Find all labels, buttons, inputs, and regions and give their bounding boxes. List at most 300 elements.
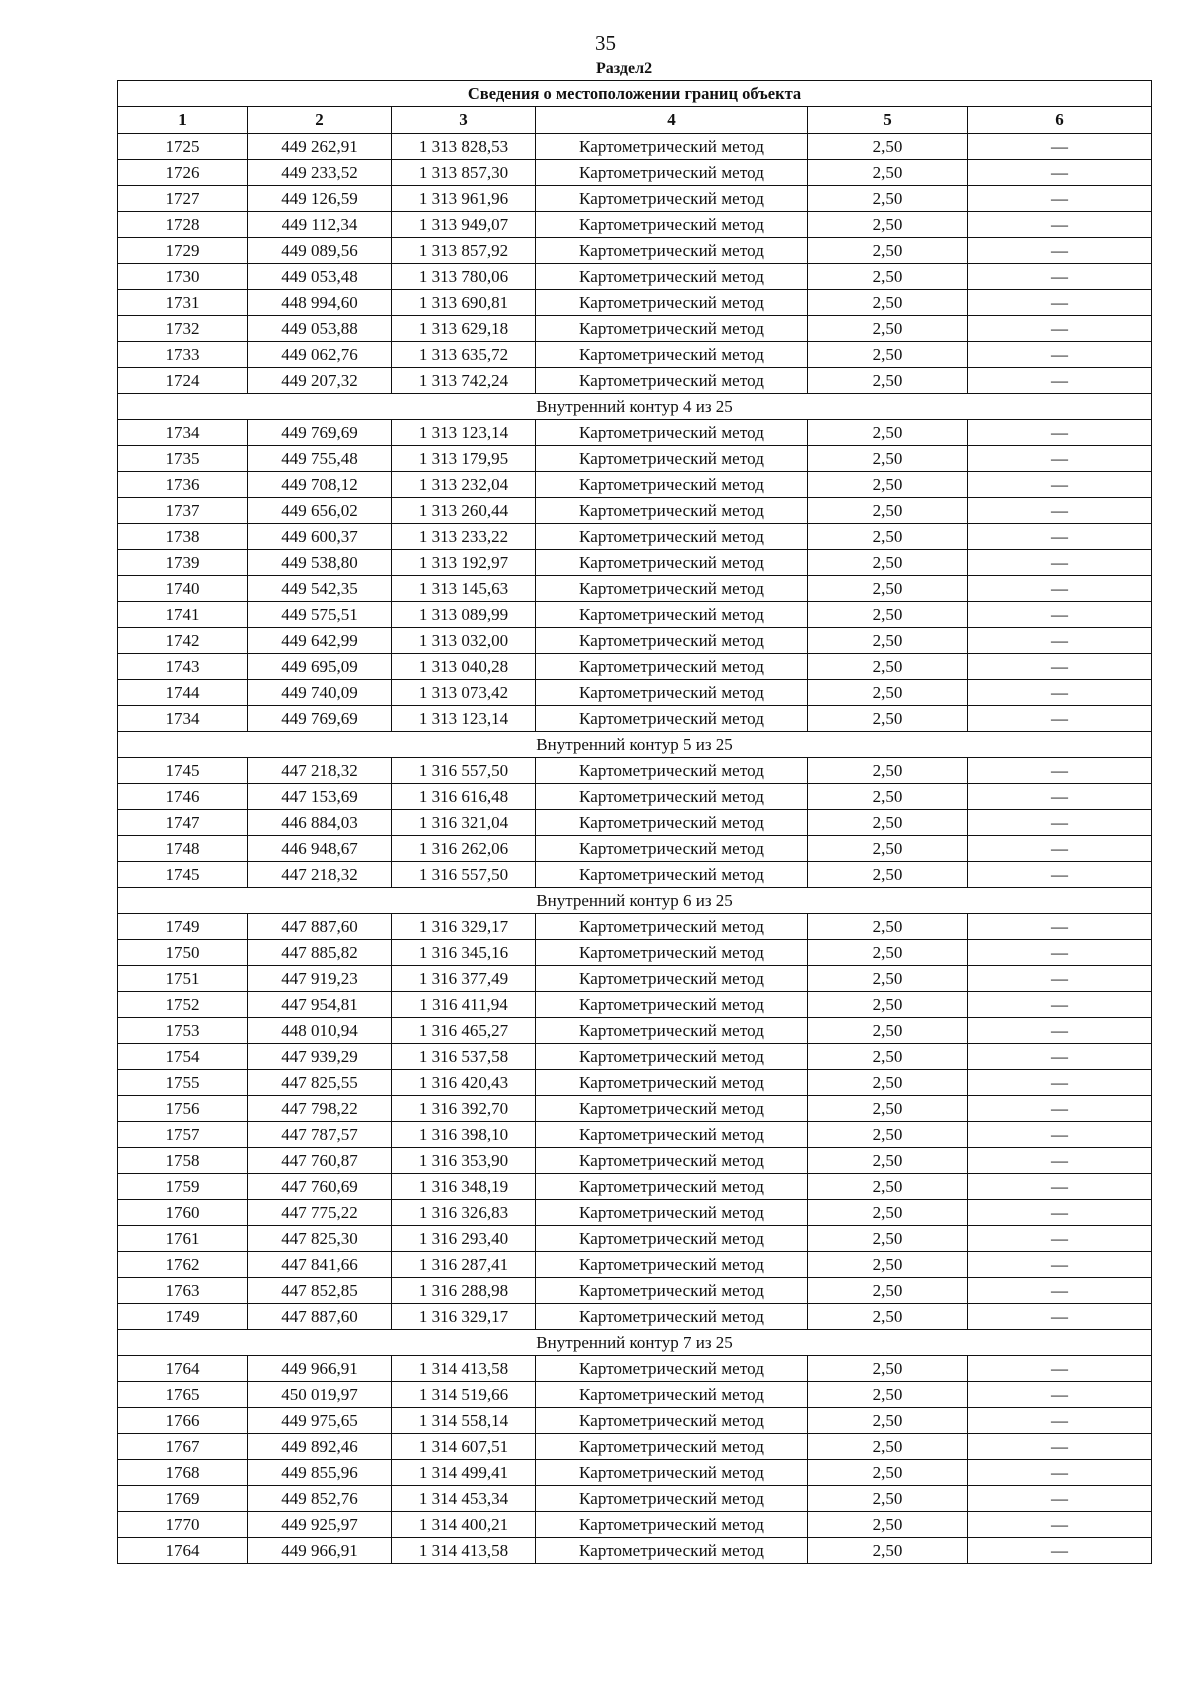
method-cell: Картометрический метод: [536, 992, 808, 1018]
point-number-cell: 1725: [118, 134, 248, 160]
point-number-cell: 1743: [118, 654, 248, 680]
page-number: 35: [595, 31, 616, 55]
table-row: [118, 602, 1152, 628]
y-coordinate-cell: 1 314 413,58: [392, 1356, 536, 1382]
point-number-cell: 1730: [118, 264, 248, 290]
table-row: [118, 1122, 1152, 1148]
method-cell: Картометрический метод: [536, 654, 808, 680]
description-cell: —: [968, 810, 1152, 836]
accuracy-cell: 2,50: [808, 1486, 968, 1512]
y-coordinate-cell: 1 316 377,49: [392, 966, 536, 992]
description-cell: —: [968, 498, 1152, 524]
x-coordinate-cell: 449 708,12: [248, 472, 392, 498]
accuracy-cell: 2,50: [808, 420, 968, 446]
point-number-cell: 1739: [118, 550, 248, 576]
column-header-6: 6: [968, 107, 1152, 134]
y-coordinate-cell: 1 313 635,72: [392, 342, 536, 368]
description-cell: —: [968, 1070, 1152, 1096]
method-cell: Картометрический метод: [536, 576, 808, 602]
accuracy-cell: 2,50: [808, 160, 968, 186]
y-coordinate-cell: 1 316 392,70: [392, 1096, 536, 1122]
method-cell: Картометрический метод: [536, 602, 808, 628]
accuracy-cell: 2,50: [808, 264, 968, 290]
table-row: [118, 1070, 1152, 1096]
x-coordinate-cell: 446 884,03: [248, 810, 392, 836]
x-coordinate-cell: 449 656,02: [248, 498, 392, 524]
column-header-4: 4: [536, 107, 808, 134]
accuracy-cell: 2,50: [808, 914, 968, 940]
description-cell: —: [968, 862, 1152, 888]
method-cell: Картометрический метод: [536, 1538, 808, 1564]
method-cell: Картометрический метод: [536, 550, 808, 576]
y-coordinate-cell: 1 313 179,95: [392, 446, 536, 472]
y-coordinate-cell: 1 314 607,51: [392, 1434, 536, 1460]
point-number-cell: 1767: [118, 1434, 248, 1460]
description-cell: —: [968, 1174, 1152, 1200]
x-coordinate-cell: 449 755,48: [248, 446, 392, 472]
section-title: Раздел2: [596, 60, 653, 77]
y-coordinate-cell: 1 313 123,14: [392, 420, 536, 446]
x-coordinate-cell: 449 089,56: [248, 238, 392, 264]
x-coordinate-cell: 449 769,69: [248, 420, 392, 446]
table-row: [118, 836, 1152, 862]
x-coordinate-cell: 447 852,85: [248, 1278, 392, 1304]
accuracy-cell: 2,50: [808, 1304, 968, 1330]
description-cell: —: [968, 186, 1152, 212]
accuracy-cell: 2,50: [808, 654, 968, 680]
y-coordinate-cell: 1 314 400,21: [392, 1512, 536, 1538]
point-number-cell: 1726: [118, 160, 248, 186]
method-cell: Картометрический метод: [536, 264, 808, 290]
point-number-cell: 1748: [118, 836, 248, 862]
table-row: [118, 914, 1152, 940]
y-coordinate-cell: 1 313 857,92: [392, 238, 536, 264]
description-cell: —: [968, 1018, 1152, 1044]
y-coordinate-cell: 1 316 557,50: [392, 862, 536, 888]
y-coordinate-cell: 1 316 411,94: [392, 992, 536, 1018]
table-row: [118, 1304, 1152, 1330]
table-row: [118, 186, 1152, 212]
method-cell: Картометрический метод: [536, 1148, 808, 1174]
method-cell: Картометрический метод: [536, 186, 808, 212]
y-coordinate-cell: 1 316 287,41: [392, 1252, 536, 1278]
x-coordinate-cell: 449 053,88: [248, 316, 392, 342]
y-coordinate-cell: 1 316 557,50: [392, 758, 536, 784]
y-coordinate-cell: 1 313 089,99: [392, 602, 536, 628]
x-coordinate-cell: 449 538,80: [248, 550, 392, 576]
x-coordinate-cell: 450 019,97: [248, 1382, 392, 1408]
description-cell: —: [968, 784, 1152, 810]
column-header-1: 1: [118, 107, 248, 134]
point-number-cell: 1764: [118, 1356, 248, 1382]
method-cell: Картометрический метод: [536, 1252, 808, 1278]
method-cell: Картометрический метод: [536, 1460, 808, 1486]
table-row: [118, 1460, 1152, 1486]
accuracy-cell: 2,50: [808, 472, 968, 498]
method-cell: Картометрический метод: [536, 1356, 808, 1382]
contour-label-row: [118, 732, 1152, 758]
description-cell: —: [968, 758, 1152, 784]
description-cell: —: [968, 1486, 1152, 1512]
accuracy-cell: 2,50: [808, 238, 968, 264]
method-cell: Картометрический метод: [536, 1096, 808, 1122]
method-cell: Картометрический метод: [536, 1200, 808, 1226]
x-coordinate-cell: 449 207,32: [248, 368, 392, 394]
point-number-cell: 1768: [118, 1460, 248, 1486]
y-coordinate-cell: 1 313 742,24: [392, 368, 536, 394]
table-row: [118, 212, 1152, 238]
accuracy-cell: 2,50: [808, 1122, 968, 1148]
x-coordinate-cell: 449 740,09: [248, 680, 392, 706]
description-cell: —: [968, 446, 1152, 472]
table-row: [118, 862, 1152, 888]
y-coordinate-cell: 1 313 961,96: [392, 186, 536, 212]
x-coordinate-cell: 447 841,66: [248, 1252, 392, 1278]
x-coordinate-cell: 449 575,51: [248, 602, 392, 628]
point-number-cell: 1742: [118, 628, 248, 654]
table-row: [118, 1278, 1152, 1304]
accuracy-cell: 2,50: [808, 836, 968, 862]
point-number-cell: 1769: [118, 1486, 248, 1512]
accuracy-cell: 2,50: [808, 602, 968, 628]
method-cell: Картометрический метод: [536, 784, 808, 810]
table-row: [118, 1174, 1152, 1200]
table-row: [118, 784, 1152, 810]
column-header-row: [118, 107, 1152, 134]
description-cell: —: [968, 550, 1152, 576]
description-cell: —: [968, 602, 1152, 628]
y-coordinate-cell: 1 316 262,06: [392, 836, 536, 862]
point-number-cell: 1752: [118, 992, 248, 1018]
accuracy-cell: 2,50: [808, 342, 968, 368]
x-coordinate-cell: 448 994,60: [248, 290, 392, 316]
point-number-cell: 1765: [118, 1382, 248, 1408]
x-coordinate-cell: 449 542,35: [248, 576, 392, 602]
method-cell: Картометрический метод: [536, 290, 808, 316]
point-number-cell: 1763: [118, 1278, 248, 1304]
x-coordinate-cell: 449 966,91: [248, 1538, 392, 1564]
y-coordinate-cell: 1 316 293,40: [392, 1226, 536, 1252]
column-header-2: 2: [248, 107, 392, 134]
x-coordinate-cell: 449 975,65: [248, 1408, 392, 1434]
x-coordinate-cell: 447 919,23: [248, 966, 392, 992]
point-number-cell: 1741: [118, 602, 248, 628]
description-cell: —: [968, 836, 1152, 862]
x-coordinate-cell: 447 218,32: [248, 862, 392, 888]
accuracy-cell: 2,50: [808, 498, 968, 524]
description-cell: —: [968, 472, 1152, 498]
y-coordinate-cell: 1 313 233,22: [392, 524, 536, 550]
method-cell: Картометрический метод: [536, 368, 808, 394]
x-coordinate-cell: 447 954,81: [248, 992, 392, 1018]
x-coordinate-cell: 447 825,30: [248, 1226, 392, 1252]
y-coordinate-cell: 1 313 690,81: [392, 290, 536, 316]
table-row: [118, 576, 1152, 602]
method-cell: Картометрический метод: [536, 706, 808, 732]
description-cell: —: [968, 1252, 1152, 1278]
point-number-cell: 1724: [118, 368, 248, 394]
y-coordinate-cell: 1 314 519,66: [392, 1382, 536, 1408]
point-number-cell: 1740: [118, 576, 248, 602]
table-row: [118, 1044, 1152, 1070]
description-cell: —: [968, 264, 1152, 290]
accuracy-cell: 2,50: [808, 1434, 968, 1460]
y-coordinate-cell: 1 313 260,44: [392, 498, 536, 524]
x-coordinate-cell: 447 760,69: [248, 1174, 392, 1200]
method-cell: Картометрический метод: [536, 238, 808, 264]
point-number-cell: 1758: [118, 1148, 248, 1174]
y-coordinate-cell: 1 316 537,58: [392, 1044, 536, 1070]
table-row: [118, 316, 1152, 342]
point-number-cell: 1734: [118, 706, 248, 732]
y-coordinate-cell: 1 316 398,10: [392, 1122, 536, 1148]
description-cell: —: [968, 368, 1152, 394]
table-row: [118, 992, 1152, 1018]
method-cell: Картометрический метод: [536, 420, 808, 446]
point-number-cell: 1750: [118, 940, 248, 966]
accuracy-cell: 2,50: [808, 134, 968, 160]
table-row: [118, 446, 1152, 472]
description-cell: —: [968, 1382, 1152, 1408]
y-coordinate-cell: 1 313 629,18: [392, 316, 536, 342]
table-row: [118, 238, 1152, 264]
accuracy-cell: 2,50: [808, 1382, 968, 1408]
method-cell: Картометрический метод: [536, 212, 808, 238]
accuracy-cell: 2,50: [808, 1148, 968, 1174]
x-coordinate-cell: 447 218,32: [248, 758, 392, 784]
accuracy-cell: 2,50: [808, 628, 968, 654]
y-coordinate-cell: 1 313 232,04: [392, 472, 536, 498]
x-coordinate-cell: 449 062,76: [248, 342, 392, 368]
description-cell: —: [968, 992, 1152, 1018]
table-row: [118, 1200, 1152, 1226]
description-cell: —: [968, 290, 1152, 316]
y-coordinate-cell: 1 316 288,98: [392, 1278, 536, 1304]
point-number-cell: 1745: [118, 758, 248, 784]
description-cell: —: [968, 1122, 1152, 1148]
description-cell: —: [968, 1044, 1152, 1070]
description-cell: —: [968, 212, 1152, 238]
table-row: [118, 160, 1152, 186]
method-cell: Картометрический метод: [536, 1174, 808, 1200]
table-row: [118, 1148, 1152, 1174]
description-cell: —: [968, 342, 1152, 368]
method-cell: Картометрический метод: [536, 836, 808, 862]
point-number-cell: 1745: [118, 862, 248, 888]
x-coordinate-cell: 449 852,76: [248, 1486, 392, 1512]
method-cell: Картометрический метод: [536, 914, 808, 940]
x-coordinate-cell: 449 925,97: [248, 1512, 392, 1538]
method-cell: Картометрический метод: [536, 472, 808, 498]
table-row: [118, 1486, 1152, 1512]
method-cell: Картометрический метод: [536, 966, 808, 992]
accuracy-cell: 2,50: [808, 1226, 968, 1252]
method-cell: Картометрический метод: [536, 134, 808, 160]
table-row: [118, 940, 1152, 966]
method-cell: Картометрический метод: [536, 1044, 808, 1070]
accuracy-cell: 2,50: [808, 1460, 968, 1486]
y-coordinate-cell: 1 316 353,90: [392, 1148, 536, 1174]
x-coordinate-cell: 447 760,87: [248, 1148, 392, 1174]
y-coordinate-cell: 1 313 192,97: [392, 550, 536, 576]
point-number-cell: 1735: [118, 446, 248, 472]
contour-label-row: [118, 1330, 1152, 1356]
description-cell: —: [968, 654, 1152, 680]
contour-label: Внутренний контур 6 из 25: [118, 888, 1152, 914]
table-row: [118, 368, 1152, 394]
column-header-5: 5: [808, 107, 968, 134]
method-cell: Картометрический метод: [536, 1278, 808, 1304]
accuracy-cell: 2,50: [808, 212, 968, 238]
table-row: [118, 1096, 1152, 1122]
description-cell: —: [968, 1278, 1152, 1304]
table-body: [118, 134, 1152, 1564]
method-cell: Картометрический метод: [536, 524, 808, 550]
point-number-cell: 1755: [118, 1070, 248, 1096]
description-cell: —: [968, 914, 1152, 940]
description-cell: —: [968, 238, 1152, 264]
point-number-cell: 1733: [118, 342, 248, 368]
description-cell: —: [968, 1226, 1152, 1252]
point-number-cell: 1766: [118, 1408, 248, 1434]
accuracy-cell: 2,50: [808, 368, 968, 394]
x-coordinate-cell: 447 885,82: [248, 940, 392, 966]
x-coordinate-cell: 447 939,29: [248, 1044, 392, 1070]
accuracy-cell: 2,50: [808, 524, 968, 550]
method-cell: Картометрический метод: [536, 940, 808, 966]
method-cell: Картометрический метод: [536, 1018, 808, 1044]
y-coordinate-cell: 1 313 828,53: [392, 134, 536, 160]
description-cell: —: [968, 1434, 1152, 1460]
table-row: [118, 1356, 1152, 1382]
x-coordinate-cell: 447 887,60: [248, 1304, 392, 1330]
x-coordinate-cell: 449 126,59: [248, 186, 392, 212]
method-cell: Картометрический метод: [536, 680, 808, 706]
accuracy-cell: 2,50: [808, 680, 968, 706]
contour-label: Внутренний контур 4 из 25: [118, 394, 1152, 420]
table-row: [118, 290, 1152, 316]
x-coordinate-cell: 447 825,55: [248, 1070, 392, 1096]
table-row: [118, 1434, 1152, 1460]
table-row: [118, 654, 1152, 680]
accuracy-cell: 2,50: [808, 290, 968, 316]
description-cell: —: [968, 1200, 1152, 1226]
y-coordinate-cell: 1 316 616,48: [392, 784, 536, 810]
table-row: [118, 706, 1152, 732]
accuracy-cell: 2,50: [808, 1018, 968, 1044]
description-cell: —: [968, 134, 1152, 160]
accuracy-cell: 2,50: [808, 1356, 968, 1382]
y-coordinate-cell: 1 314 499,41: [392, 1460, 536, 1486]
point-number-cell: 1756: [118, 1096, 248, 1122]
boundary-coordinates-table: [117, 80, 1152, 1564]
accuracy-cell: 2,50: [808, 810, 968, 836]
y-coordinate-cell: 1 316 329,17: [392, 1304, 536, 1330]
x-coordinate-cell: 449 053,48: [248, 264, 392, 290]
description-cell: —: [968, 1408, 1152, 1434]
description-cell: —: [968, 1148, 1152, 1174]
point-number-cell: 1738: [118, 524, 248, 550]
accuracy-cell: 2,50: [808, 758, 968, 784]
y-coordinate-cell: 1 314 558,14: [392, 1408, 536, 1434]
x-coordinate-cell: 449 966,91: [248, 1356, 392, 1382]
x-coordinate-cell: 448 010,94: [248, 1018, 392, 1044]
point-number-cell: 1729: [118, 238, 248, 264]
method-cell: Картометрический метод: [536, 1122, 808, 1148]
point-number-cell: 1754: [118, 1044, 248, 1070]
method-cell: Картометрический метод: [536, 316, 808, 342]
point-number-cell: 1727: [118, 186, 248, 212]
accuracy-cell: 2,50: [808, 1278, 968, 1304]
method-cell: Картометрический метод: [536, 1226, 808, 1252]
description-cell: —: [968, 160, 1152, 186]
table-row: [118, 498, 1152, 524]
point-number-cell: 1762: [118, 1252, 248, 1278]
point-number-cell: 1746: [118, 784, 248, 810]
point-number-cell: 1757: [118, 1122, 248, 1148]
table-row: [118, 628, 1152, 654]
x-coordinate-cell: 447 153,69: [248, 784, 392, 810]
description-cell: —: [968, 316, 1152, 342]
point-number-cell: 1751: [118, 966, 248, 992]
contour-label-row: [118, 888, 1152, 914]
y-coordinate-cell: 1 316 321,04: [392, 810, 536, 836]
table-row: [118, 420, 1152, 446]
table-caption: Сведения о местоположении границ объекта: [118, 81, 1152, 107]
point-number-cell: 1749: [118, 1304, 248, 1330]
table-row: [118, 680, 1152, 706]
point-number-cell: 1770: [118, 1512, 248, 1538]
description-cell: —: [968, 680, 1152, 706]
table-row: [118, 1382, 1152, 1408]
y-coordinate-cell: 1 316 348,19: [392, 1174, 536, 1200]
table-row: [118, 134, 1152, 160]
x-coordinate-cell: 447 887,60: [248, 914, 392, 940]
x-coordinate-cell: 449 600,37: [248, 524, 392, 550]
accuracy-cell: 2,50: [808, 1252, 968, 1278]
contour-label: Внутренний контур 7 из 25: [118, 1330, 1152, 1356]
accuracy-cell: 2,50: [808, 1538, 968, 1564]
point-number-cell: 1747: [118, 810, 248, 836]
point-number-cell: 1753: [118, 1018, 248, 1044]
accuracy-cell: 2,50: [808, 1174, 968, 1200]
accuracy-cell: 2,50: [808, 992, 968, 1018]
method-cell: Картометрический метод: [536, 810, 808, 836]
description-cell: —: [968, 1512, 1152, 1538]
point-number-cell: 1749: [118, 914, 248, 940]
method-cell: Картометрический метод: [536, 1512, 808, 1538]
y-coordinate-cell: 1 313 145,63: [392, 576, 536, 602]
y-coordinate-cell: 1 314 413,58: [392, 1538, 536, 1564]
y-coordinate-cell: 1 313 032,00: [392, 628, 536, 654]
x-coordinate-cell: 447 775,22: [248, 1200, 392, 1226]
y-coordinate-cell: 1 313 857,30: [392, 160, 536, 186]
description-cell: —: [968, 1304, 1152, 1330]
accuracy-cell: 2,50: [808, 1408, 968, 1434]
accuracy-cell: 2,50: [808, 940, 968, 966]
method-cell: Картометрический метод: [536, 342, 808, 368]
method-cell: Картометрический метод: [536, 1408, 808, 1434]
table-row: [118, 524, 1152, 550]
y-coordinate-cell: 1 313 040,28: [392, 654, 536, 680]
method-cell: Картометрический метод: [536, 1434, 808, 1460]
accuracy-cell: 2,50: [808, 862, 968, 888]
description-cell: —: [968, 1356, 1152, 1382]
point-number-cell: 1764: [118, 1538, 248, 1564]
y-coordinate-cell: 1 313 949,07: [392, 212, 536, 238]
y-coordinate-cell: 1 313 123,14: [392, 706, 536, 732]
table-row: [118, 472, 1152, 498]
